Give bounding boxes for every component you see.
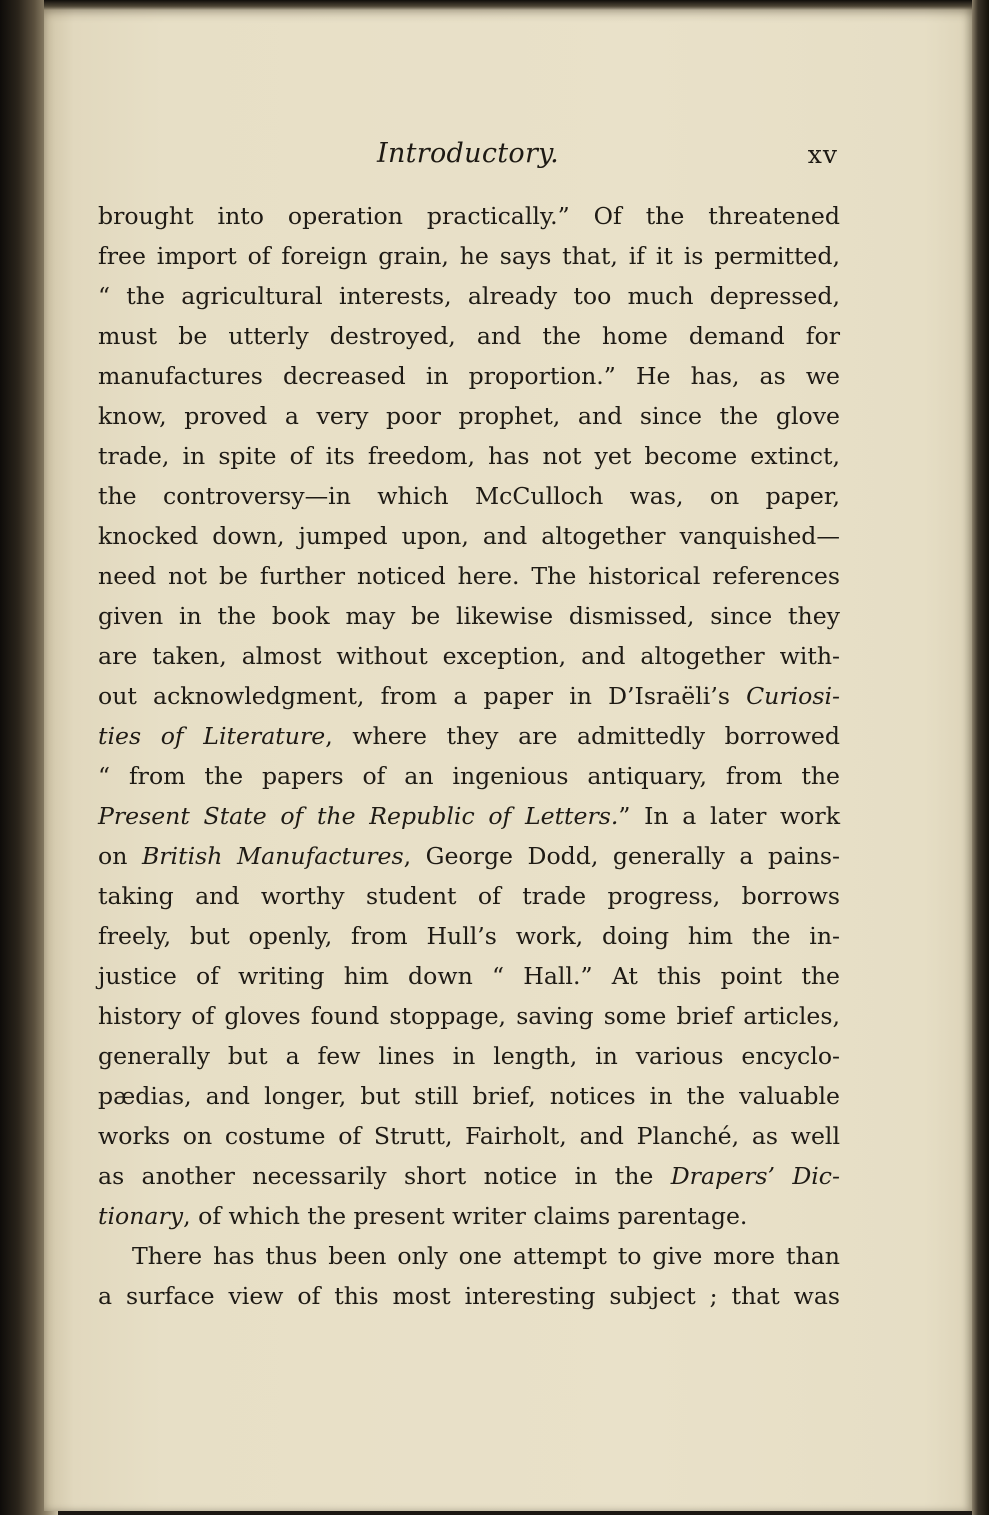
text-segment: must be utterly destroyed, and the home demand for — [98, 322, 840, 350]
text-segment: There has thus been only one attempt to give more than — [132, 1242, 840, 1270]
text-line — [98, 196, 840, 236]
text-segment: are taken, almost without exception, and altogether with- — [98, 642, 840, 670]
text-line — [98, 916, 840, 956]
text-line — [98, 476, 840, 516]
text-line — [98, 556, 840, 596]
italic-text: Present State of the Republic of Letters. — [98, 802, 619, 830]
text-segment: history of gloves found stoppage, saving some brief articles, — [98, 1002, 840, 1030]
text-segment: , where they are admittedly borrowed — [325, 722, 840, 750]
text-segment: a surface view of this most interesting subject ; that was — [98, 1282, 840, 1310]
text-line — [98, 1276, 840, 1316]
italic-text: ties of Literature — [98, 722, 326, 750]
text-line — [98, 956, 840, 996]
text-segment: trade, in spite of its freedom, has not yet become extinct, — [98, 442, 840, 470]
text-line — [98, 516, 840, 556]
text-line — [98, 316, 840, 356]
text-line — [98, 1236, 840, 1276]
text-line — [98, 436, 840, 476]
running-head — [98, 138, 838, 180]
italic-text: Curiosi- — [746, 682, 840, 710]
italic-text: Drapers’ Dic- — [670, 1162, 840, 1190]
text-line — [98, 676, 840, 716]
text-segment: on — [98, 842, 142, 870]
text-line — [98, 1036, 840, 1076]
text-segment: taking and worthy student of trade progress, borrows — [98, 882, 840, 910]
text-segment: brought into operation practically.” Of the threatened — [98, 202, 840, 230]
text-segment: justice of writing him down “ Hall.” At this point the — [98, 962, 840, 990]
italic-text: British Manufactures — [141, 842, 404, 870]
text-segment: freely, but openly, from Hull’s work, doing him the in- — [98, 922, 840, 950]
text-segment: ” In a later work — [618, 802, 840, 830]
italic-text: tionary — [98, 1202, 184, 1230]
page-number: xv — [807, 140, 838, 169]
text-segment: know, proved a very poor prophet, and since the glove — [98, 402, 840, 430]
text-line — [98, 276, 840, 316]
text-line — [98, 876, 840, 916]
text-segment: the controversy—in which McCulloch was, on paper, — [98, 482, 840, 510]
text-line — [98, 836, 840, 876]
text-line — [98, 596, 840, 636]
text-line — [98, 1156, 840, 1196]
page-right-edge — [972, 0, 989, 1515]
text-line — [98, 1196, 840, 1236]
text-segment: knocked down, jumped upon, and altogether vanquished— — [98, 522, 840, 550]
text-segment: need not be further noticed here. The historical references — [98, 562, 840, 590]
body-text — [98, 196, 840, 1316]
text-line — [98, 716, 840, 756]
text-line — [98, 396, 840, 436]
text-line — [98, 636, 840, 676]
text-line — [98, 1076, 840, 1116]
text-line — [98, 996, 840, 1036]
text-segment: free import of foreign grain, he says that, if it is permitted, — [98, 242, 840, 270]
text-segment: out acknowledgment, from a paper in D’Israëli’s — [98, 682, 747, 710]
text-line — [98, 236, 840, 276]
text-line — [98, 1116, 840, 1156]
text-line — [98, 356, 840, 396]
text-segment: given in the book may be likewise dismissed, since they — [98, 602, 840, 630]
text-segment: works on costume of Strutt, Fairholt, and Planché, as well — [98, 1122, 840, 1150]
text-segment: as another necessarily short notice in the — [98, 1162, 671, 1190]
text-line — [98, 796, 840, 836]
text-segment: “ the agricultural interests, already too much depressed, — [98, 282, 840, 310]
text-segment: , George Dodd, generally a pains- — [403, 842, 841, 870]
text-segment: generally but a few lines in length, in various encyclo- — [98, 1042, 840, 1070]
text-segment: manufactures decreased in proportion.” He has, as we — [98, 362, 840, 390]
running-title: Introductory. — [376, 138, 560, 169]
text-segment: , of which the present writer claims parentage. — [183, 1202, 748, 1230]
text-line — [98, 756, 840, 796]
text-segment: “ from the papers of an ingenious antiquary, from the — [98, 762, 840, 790]
text-segment: pædias, and longer, but still brief, notices in the valuable — [98, 1082, 840, 1110]
page-top-edge — [44, 0, 979, 10]
